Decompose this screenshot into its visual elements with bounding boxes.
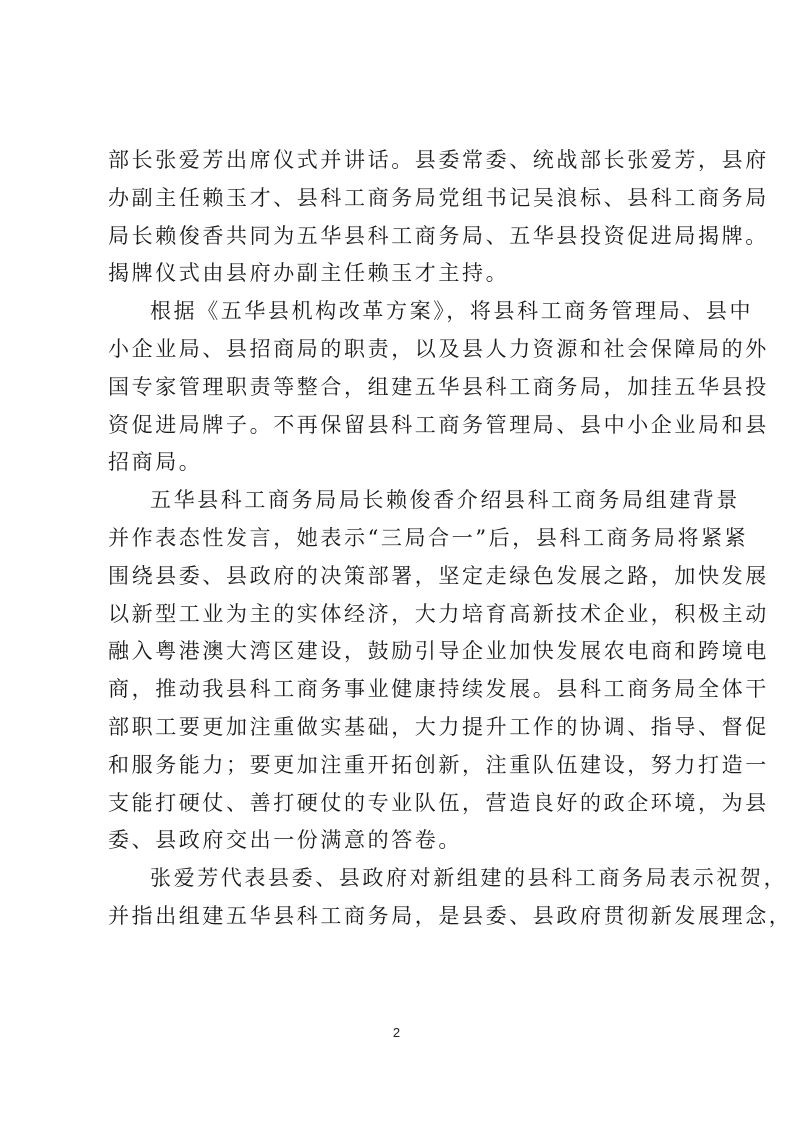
text-line: 局长赖俊香共同为五华县科工商务局、五华县投资促进局揭牌。 (108, 223, 769, 248)
text-line: 委、县政府交出一份满意的答卷。 (108, 828, 462, 853)
text-line: 围绕县委、县政府的决策部署，坚定走绿色发展之路，加快发展 (108, 563, 769, 588)
paragraph-3 (108, 482, 769, 860)
text-line: 支能打硬仗、善打硬仗的专业队伍，营造良好的政企环境，为县 (108, 790, 769, 815)
text-line: 融入粤港澳大湾区建设，鼓励引导企业加快发展农电商和跨境电 (108, 639, 769, 664)
text-line: 部长张爱芳出席仪式并讲话。县委常委、统战部长张爱芳，县府 (108, 148, 769, 172)
document-body (108, 142, 793, 936)
text-line: 部职工要更加注重做实基础，大力提升工作的协调、指导、督促 (108, 714, 769, 739)
text-line: 资促进局牌子。不再保留县科工商务管理局、县中小企业局和县 (108, 412, 769, 437)
text-line: 根据《五华县机构改革方案》，将县科工商务管理局、县中 (150, 299, 754, 324)
paragraph-2 (108, 293, 769, 482)
text-line: 并作表态性发言，她表示“三局合一”后，县科工商务局将紧紧 (108, 525, 749, 550)
paragraph-4 (108, 860, 793, 936)
text-line: 以新型工业为主的实体经济，大力培育高新技术企业，积极主动 (108, 601, 769, 626)
text-line: 小企业局、县招商局的职责，以及县人力资源和社会保障局的外 (108, 336, 769, 361)
text-line: 商，推动我县科工商务事业健康持续发展。县科工商务局全体干 (108, 677, 769, 702)
text-line: 办副主任赖玉才、县科工商务局党组书记吴浪标、县科工商务局 (108, 185, 769, 210)
text-line: 招商局。 (108, 450, 203, 475)
text-line: 张爱芳代表县委、县政府对新组建的县科工商务局表示祝贺， (150, 866, 788, 891)
text-line: 和服务能力；要更加注重开拓创新，注重队伍建设，努力打造一 (108, 752, 769, 777)
text-line: 五华县科工商务局局长赖俊香介绍县科工商务局组建背景 (150, 488, 740, 513)
paragraph-1 (108, 142, 769, 293)
text-line: 国专家管理职责等整合，组建五华县科工商务局，加挂五华县投 (108, 374, 769, 399)
text-line: 并指出组建五华县科工商务局，是县委、县政府贯彻新发展理念， (108, 903, 793, 928)
text-line: 揭牌仪式由县府办副主任赖玉才主持。 (108, 261, 510, 286)
page-number: 2 (392, 1025, 401, 1040)
